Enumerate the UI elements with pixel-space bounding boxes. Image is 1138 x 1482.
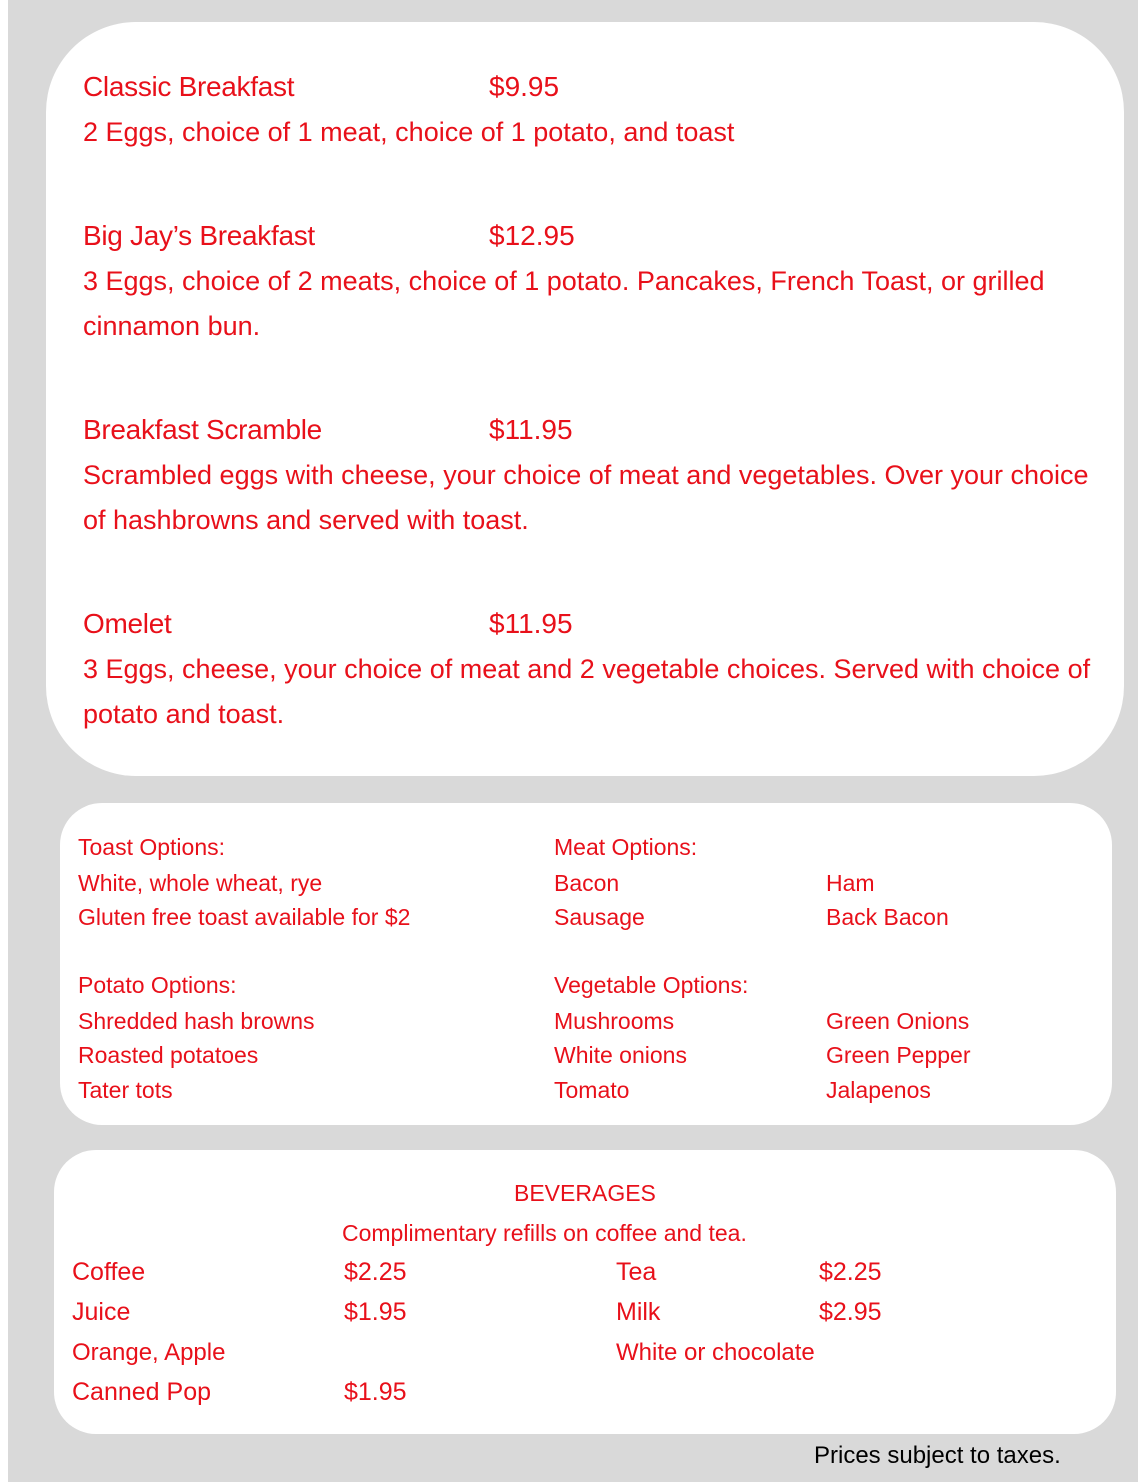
menu-item-name: Breakfast Scramble xyxy=(83,414,322,445)
menu-item-name: Big Jay’s Breakfast xyxy=(83,220,315,251)
beverage-price: $2.25 xyxy=(819,1258,882,1286)
juice-note: Orange, Apple xyxy=(72,1339,226,1366)
menu-item-price: $9.95 xyxy=(489,71,560,102)
menu-item-description: 3 Eggs, choice of 2 meats, choice of 1 potato. Pancakes, French Toast, or grilled cinnamon bun. xyxy=(83,266,1045,341)
menu-item-price: $11.95 xyxy=(489,608,573,639)
milk-note: White or chocolate xyxy=(616,1339,815,1366)
beverages-title: BEVERAGES xyxy=(514,1180,656,1206)
vegetable-option: Mushrooms xyxy=(554,1008,675,1034)
menu-item-description: 3 Eggs, cheese, your choice of meat and 2 vegetable choices. Served with choice of potato and toast. xyxy=(83,654,1091,729)
beverage-name: Coffee xyxy=(72,1258,146,1286)
prices-tax-note: Prices subject to taxes. xyxy=(814,1442,1061,1469)
beverage-price: $2.25 xyxy=(344,1258,407,1286)
potato-option: Shredded hash browns xyxy=(78,1008,315,1034)
vegetable-option: White onions xyxy=(554,1042,687,1068)
beverage-name: Milk xyxy=(616,1298,661,1326)
toast-option: White, whole wheat, rye xyxy=(78,870,323,896)
meat-option: Sausage xyxy=(554,904,645,930)
potato-options-heading: Potato Options: xyxy=(78,972,237,998)
menu-item-price: $11.95 xyxy=(489,414,573,445)
menu-item-description: 2 Eggs, choice of 1 meat, choice of 1 potato, and toast xyxy=(83,117,735,147)
toast-option: Gluten free toast available for $2 xyxy=(78,904,411,930)
meat-option: Bacon xyxy=(554,870,620,896)
beverages-subtitle: Complimentary refills on coffee and tea. xyxy=(342,1220,747,1246)
vegetable-option: Green Pepper xyxy=(826,1042,971,1068)
beverage-price: $1.95 xyxy=(344,1298,407,1326)
potato-option: Roasted potatoes xyxy=(78,1042,259,1068)
menu-item-name: Classic Breakfast xyxy=(83,71,295,102)
beverage-price: $1.95 xyxy=(344,1378,407,1406)
breakfast-menu-panel xyxy=(46,22,1124,776)
menu-item-description: Scrambled eggs with cheese, your choice of meat and vegetables. Over your choice of hashbrowns and served with toast. xyxy=(83,460,1089,535)
meat-options-heading: Meat Options: xyxy=(554,834,698,860)
beverage-name: Tea xyxy=(616,1258,657,1286)
vegetable-option: Green Onions xyxy=(826,1008,970,1034)
beverage-name: Canned Pop xyxy=(72,1378,212,1406)
menu-item-name: Omelet xyxy=(83,608,172,639)
menu-item-price: $12.95 xyxy=(489,220,575,251)
vegetable-option: Jalapenos xyxy=(826,1077,931,1103)
beverage-name: Juice xyxy=(72,1298,131,1326)
options-panel xyxy=(60,803,1112,1125)
page-edge-strip xyxy=(0,0,8,1482)
beverages-panel xyxy=(54,1150,1116,1434)
vegetable-options-heading: Vegetable Options: xyxy=(554,972,749,998)
meat-option: Ham xyxy=(826,870,875,896)
beverage-price: $2.95 xyxy=(819,1298,882,1326)
vegetable-option: Tomato xyxy=(554,1077,630,1103)
toast-options-heading: Toast Options: xyxy=(78,834,226,860)
meat-option: Back Bacon xyxy=(826,904,949,930)
potato-option: Tater tots xyxy=(78,1077,173,1103)
